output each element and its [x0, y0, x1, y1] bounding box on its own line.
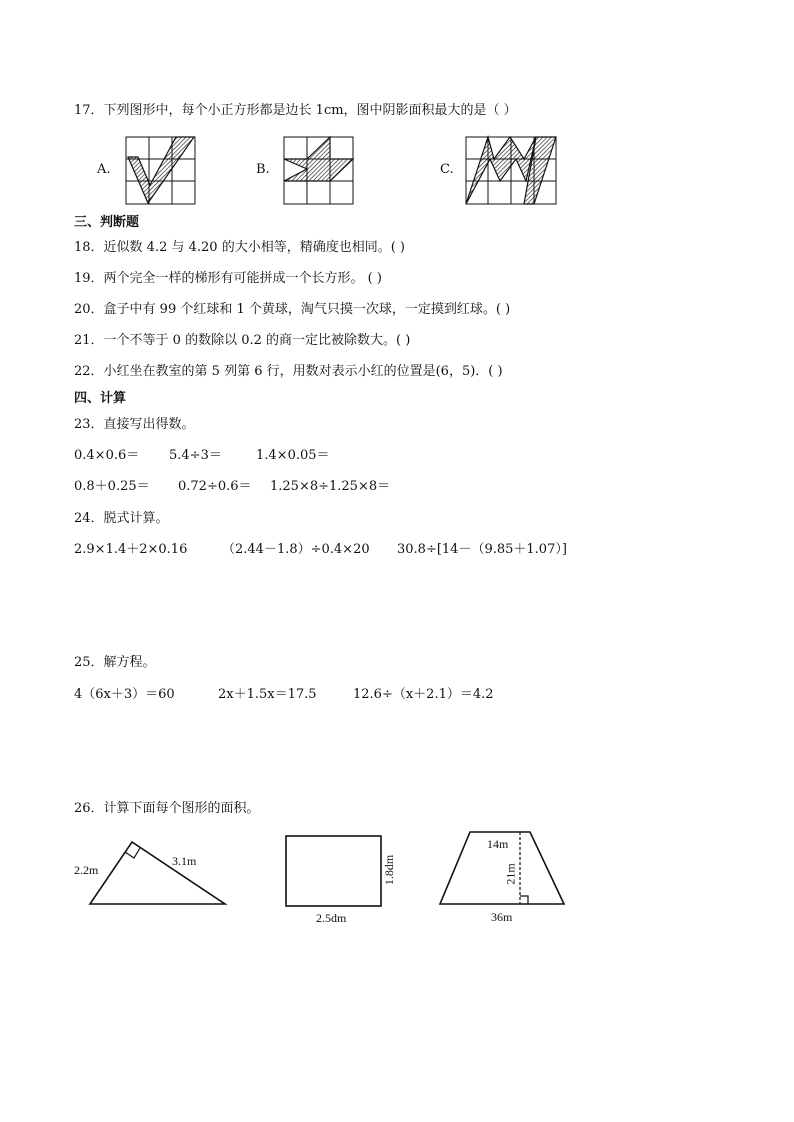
triangle-right-side-label: 3.1m	[172, 854, 197, 868]
question-18: 18．近似数 4.2 与 4.20 的大小相等，精确度也相同。( )	[74, 240, 405, 255]
q25-item-2: 2x＋1.5x＝17.5	[218, 687, 317, 702]
option-a-figure	[124, 135, 198, 207]
option-b-label: B.	[256, 162, 270, 177]
option-a-label: A.	[97, 162, 111, 177]
triangle-left-side-label: 2.2m	[74, 863, 99, 877]
option-b-figure	[282, 135, 356, 207]
rectangle-width-label: 2.5dm	[316, 911, 347, 925]
q23-item-2: 5.4÷3＝	[169, 448, 222, 463]
option-c-figure	[464, 135, 560, 207]
section-3-title: 三、判断题	[74, 215, 140, 230]
section-4-title: 四、计算	[74, 391, 127, 406]
question-26-text: 26．计算下面每个图形的面积。	[74, 801, 260, 816]
question-24-text: 24．脱式计算。	[74, 511, 169, 526]
question-25-text: 25．解方程。	[74, 655, 156, 670]
q25-item-1: 4（6x＋3）＝60	[74, 687, 175, 702]
question-20: 20．盒子中有 99 个红球和 1 个黄球，淘气只摸一次球，一定摸到红球。( )	[74, 302, 511, 317]
question-17-text: 17．下列图形中，每个小正方形都是边长 1cm，图中阴影面积最大的是（ ）	[74, 103, 517, 118]
q23-item-5: 0.72÷0.6＝	[178, 479, 252, 494]
q25-item-3: 12.6÷（x＋2.1）＝4.2	[353, 687, 494, 702]
option-c-label: C.	[440, 162, 454, 177]
question-23-text: 23．直接写出得数。	[74, 417, 195, 432]
trapezoid-height-label: 21m	[503, 863, 518, 885]
q24-item-2: （2.44－1.8）÷0.4×20	[222, 542, 370, 557]
question-19: 19．两个完全一样的梯形有可能拼成一个长方形。 ( )	[74, 271, 382, 286]
q24-item-3: 30.8÷[14－（9.85＋1.07）]	[397, 542, 567, 557]
q23-item-1: 0.4×0.6＝	[74, 448, 140, 463]
q23-item-4: 0.8＋0.25＝	[74, 479, 150, 494]
q23-item-6: 1.25×8÷1.25×8＝	[270, 479, 391, 494]
q24-item-1: 2.9×1.4＋2×0.16	[74, 542, 188, 557]
trapezoid-top-label: 14m	[487, 837, 509, 851]
question-22: 22．小红坐在教室的第 5 列第 6 行，用数对表示小红的位置是(6，5)．( )	[74, 364, 503, 379]
rectangle-figure	[284, 834, 384, 908]
rectangle-height-label: 1.8dm	[382, 854, 397, 886]
q23-item-3: 1.4×0.05＝	[256, 448, 330, 463]
trapezoid-bottom-label: 36m	[491, 910, 513, 924]
question-21: 21．一个不等于 0 的数除以 0.2 的商一定比被除数大。( )	[74, 333, 411, 348]
